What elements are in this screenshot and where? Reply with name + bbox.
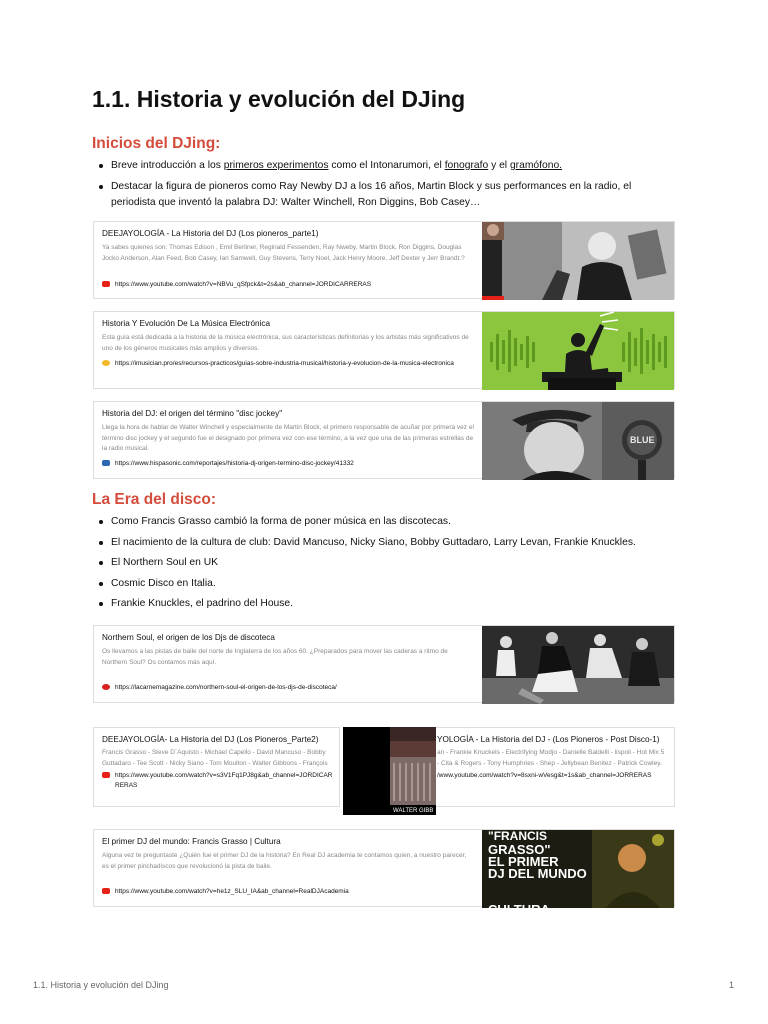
- thumb-text-line1: "FRANCIS: [488, 829, 548, 843]
- card-url[interactable]: [102, 280, 474, 290]
- page-number: 1: [728, 980, 734, 990]
- card-thumbnail: [482, 312, 674, 388]
- imusician-icon: [102, 360, 110, 366]
- card-url-text: https://www.youtube.com/watch?v=he1z_SLU_IA&ab_channel=RealDJAcademia: [115, 888, 349, 895]
- link-gramofono[interactable]: gramófono.: [509, 160, 563, 171]
- thumb-badge: BLUE: [630, 435, 655, 445]
- link-card-francis-grasso[interactable]: [93, 829, 675, 917]
- card-url-text: https://imusician.pro/es/recursos-practicos/guias-sobre-industria-musical/historia-y-evolucion-de-la-musica-electronica: [115, 360, 454, 367]
- hispasonic-icon: [102, 460, 110, 466]
- card-thumbnail: [482, 626, 674, 702]
- link-card-deejayologia-1[interactable]: [93, 221, 675, 299]
- card-description: Francis Grasso - Steve D´Aquisto - Michael Capello - David Mancuso - Bobby Guttadaro - Tee Scott - Nicky Siano - Tom Moulton - Walter Gibbons - François: [102, 749, 328, 767]
- card-title: Historia del DJ: el origen del término "disc jockey": [102, 409, 283, 418]
- card-url[interactable]: [437, 771, 668, 781]
- card-thumbnail: [482, 222, 674, 298]
- link-card-deejayologia-2[interactable]: [93, 727, 340, 807]
- link-card-northern-soul[interactable]: [93, 625, 675, 703]
- list-item: Destacar la figura de pioneros como Ray Newby DJ a los 16 años, Martin Block y sus performances en la radio, el periodista que inventó la palabra DJ: Walter Winchell, Ron Diggins, Bob Casey…: [111, 179, 671, 211]
- card-title: DEEJAYOLOGÍA- La Historia del DJ (Los Pioneros_Parte2): [102, 735, 319, 744]
- card-url[interactable]: [102, 459, 474, 469]
- card-url[interactable]: [102, 771, 335, 791]
- thumb-text-line2: GRASSO": [488, 842, 551, 857]
- list-item: El Northern Soul en UK: [111, 555, 671, 571]
- dancers-photo-icon: [482, 626, 674, 704]
- mixer-photo-icon: [390, 727, 436, 815]
- link-card-deejayologia-post-disco[interactable]: [432, 727, 675, 807]
- video-thumbnail-mixer: [390, 727, 436, 815]
- card-url-text: https://www.youtube.com/watch?v=s3V1Fq1PJ8g&ab_channel=JORDICARRERAS: [115, 772, 333, 789]
- card-text: [102, 228, 474, 264]
- thumb-text-line4: DJ DEL MUNDO: [488, 866, 587, 881]
- card-title: YOLOGÍA - La Historia del DJ - (Los Pioneros - Post Disco-1): [437, 735, 660, 744]
- bullet-text: como el Intonarumori, el: [328, 160, 445, 171]
- link-card-hispasonic[interactable]: [93, 401, 675, 479]
- card-text: [102, 836, 474, 872]
- bullet-text: y el: [488, 160, 510, 171]
- youtube-icon: [102, 281, 110, 287]
- card-url-text: https://www.youtube.com/watch?v=NBVu_qSfpck&t=2s&ab_channel=JORDICARRERAS: [115, 281, 372, 288]
- footer-title: 1.1. Historia y evolución del DJing: [33, 980, 169, 990]
- thumb-text-line5: CULTURA: [488, 902, 550, 917]
- card-thumbnail: [482, 402, 674, 478]
- thumb-caption: WALTER GIBB: [393, 808, 434, 814]
- card-thumbnail: [482, 829, 674, 917]
- card-title: El primer DJ del mundo: Francis Grasso | Cultura: [102, 837, 281, 846]
- link-fonografo[interactable]: fonografo: [444, 160, 489, 171]
- list-item: [111, 158, 671, 174]
- bullet-list-inicios: [92, 158, 671, 215]
- card-title: DEEJAYOLOGÍA - La Historia del DJ (Los pioneros_parte1): [102, 229, 319, 238]
- bullet-list-era-disco: [92, 514, 671, 617]
- youtube-icon: [102, 888, 110, 894]
- dj-silhouette-icon: [482, 312, 674, 390]
- francis-grasso-thumbnail-icon: [482, 829, 674, 917]
- pioneers-photo-icon: [482, 222, 674, 300]
- list-item: Como Francis Grasso cambió la forma de poner música en las discotecas.: [111, 514, 671, 530]
- card-text: [437, 734, 668, 781]
- link-primeros-experimentos[interactable]: primeros experimentos: [223, 160, 329, 171]
- video-thumbnail-black: [343, 727, 390, 815]
- card-description: Esta guía está dedicada a la historia de la música electrónica, sus características definitorias y los artistas más significativos de uno de los géneros musicales más amplios y diversos.: [102, 334, 469, 352]
- card-title: Northern Soul, el origen de los Djs de discoteca: [102, 633, 275, 642]
- list-item: El nacimiento de la cultura de club: David Mancuso, Nicky Siano, Bobby Guttadaro, Larry Levan, Frankie Knuckles.: [111, 535, 671, 551]
- list-item: Cosmic Disco en Italia.: [111, 576, 671, 592]
- card-description: Alguna vez te preguntaste ¿Quién fue el primer DJ de la historia? En Real DJ academia te contamos quien, a nuestro parecer, es el primer pinchadiscos que revolucionó la pista de baile.: [102, 852, 467, 870]
- card-url-text: https://www.hispasonic.com/reportajes/historia-dj-origen-termino-disc-jockey/41332: [115, 460, 354, 467]
- card-description: Ya sabes quienes son: Thomas Edison , Emil Berliner, Reginald Fessenden, Ray Nweby, Martin Block, Ron Diggins, Douglas Jocko Anderson, Alan Feed, Bob Casey, Ian Samwell, Guy Stevens, Terry Noel, Jack Henry Moore, Jeff Dexter y Jerr Brandt.?: [102, 244, 465, 262]
- card-url-text: /www.youtube.com/watch?v=8sxni-wVesg&t=1s&ab_channel=JORRERAS: [437, 772, 652, 779]
- card-url[interactable]: [102, 683, 474, 693]
- list-item: Frankie Knuckles, el padrino del House.: [111, 596, 671, 612]
- page-title: 1.1. Historia y evolución del DJing: [92, 86, 466, 112]
- card-text: [102, 632, 474, 668]
- card-text: [102, 318, 474, 354]
- card-description: Os llevamos a las pistas de baile del norte de Inglaterra de los años 60. ¿Preparados para mover las caderas a ritmo de Northern Soul? Os contamos más aquí.: [102, 648, 448, 666]
- section-heading-era-disco: La Era del disco:: [92, 491, 217, 508]
- card-url[interactable]: [102, 359, 474, 369]
- card-title: Historia Y Evolución De La Música Electrónica: [102, 319, 271, 328]
- youtube-icon: [102, 772, 110, 778]
- link-card-imusician[interactable]: [93, 311, 675, 389]
- bullet-text: Breve introducción a los: [111, 160, 224, 171]
- card-description: an - Frankie Knuckels - Electrifying Modjo - Danielle Baldelli - lispoli - Hot Mix 5 - Cita & Rogers - Tony Humphries - Shep - Jellybean Benitez - Patrick Cowley.: [437, 749, 665, 767]
- card-url[interactable]: [102, 887, 474, 897]
- section-heading-inicios: Inicios del DJing:: [92, 135, 221, 152]
- lacarne-icon: [102, 684, 110, 690]
- thumb-text-line3: EL PRIMER: [488, 854, 559, 869]
- walter-winchell-photo-icon: [482, 402, 674, 480]
- card-description: Llega la hora de hablar de Walter Winchell y especialmente de Martin Block, el primero responsable de acuñar por primera vez el término disc jockey y el segundo fue el designado por primera vez con ese término, a la vez que una de las primeras estrellas de la radio musical.: [102, 424, 474, 452]
- card-text: [102, 408, 474, 455]
- card-url-text: https://lacarnemagazine.com/northern-soul-el-origen-de-los-djs-de-discoteca/: [115, 684, 337, 691]
- card-text: [102, 734, 335, 791]
